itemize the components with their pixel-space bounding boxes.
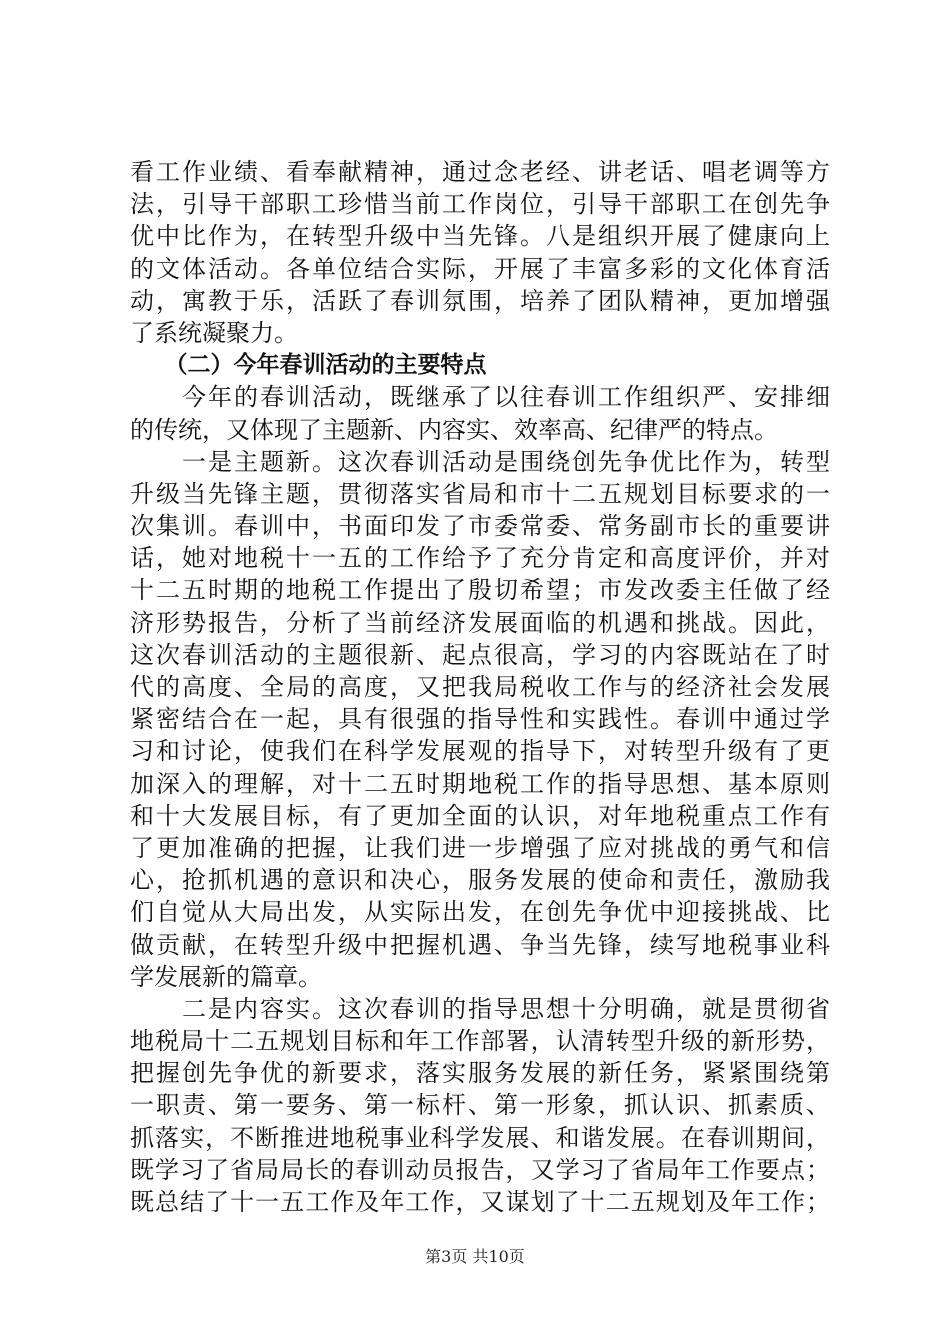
text-line: 代的高度、全局的高度，又把我局税收工作与的经济社会发展 <box>130 673 830 701</box>
text-line: 加深入的理解，对十二五时期地税工作的指导思想、基本原则 <box>130 769 830 798</box>
document-body <box>130 156 830 1218</box>
text-line: 和十大发展目标，有了更加全面的认识，对年地税重点工作有 <box>130 801 830 830</box>
text-line: 们自觉从大局出发，从实际出发，在创先争优中迎接挑战、比 <box>130 898 830 927</box>
text-line: 心，抢抓机遇的意识和决心，服务发展的使命和责任，激励我 <box>130 866 830 895</box>
section-heading: （二）今年春训活动的主要特点 <box>130 352 487 379</box>
text-line: 了系统凝聚力。 <box>130 318 298 347</box>
text-line: 这次春训活动的主题很新、起点很高，学习的内容既站在了时 <box>130 640 830 669</box>
text-line: 法，引导干部职工珍惜当前工作岗位，引导干部职工在创先争 <box>130 190 830 219</box>
text-line: 既总结了十一五工作及年工作，又谋划了十二五规划及年工作； <box>130 1188 830 1216</box>
text-line: 一是主题新。这次春训活动是围绕创先争优比作为，转型 <box>130 447 830 476</box>
text-line: 的文体活动。各单位结合实际，开展了丰富多彩的文化体育活 <box>130 254 830 283</box>
text-line: 动，寓教于乐，活跃了春训氛围，培养了团队精神，更加增强 <box>130 286 830 315</box>
text-line: 看工作业绩、看奉献精神，通过念老经、讲老话、唱老调等方 <box>130 158 830 186</box>
text-line: 了更加准确的把握，让我们进一步增强了应对挑战的勇气和信 <box>130 833 830 862</box>
text-line: 优中比作为，在转型升级中当先锋。八是组织开展了健康向上 <box>130 222 830 251</box>
text-line: 地税局十二五规划目标和年工作部署，认清转型升级的新形势， <box>130 1027 830 1056</box>
text-line: 今年的春训活动，既继承了以往春训工作组织严、安排细 <box>130 383 830 412</box>
text-line: 把握创先争优的新要求，落实服务发展的新任务，紧紧围绕第 <box>130 1059 830 1088</box>
text-line: 抓落实，不断推进地税事业科学发展、和谐发展。在春训期间， <box>130 1123 830 1152</box>
text-line: 的传统，又体现了主题新、内容实、效率高、纪律严的特点。 <box>130 415 778 444</box>
text-line: 做贡献，在转型升级中把握机遇、争当先锋，续写地税事业科 <box>130 930 830 959</box>
text-line: 学发展新的篇章。 <box>130 962 322 991</box>
text-line: 升级当先锋主题，贯彻落实省局和市十二五规划目标要求的一 <box>130 479 830 508</box>
text-line: 话，她对地税十一五的工作给予了充分肯定和高度评价，并对 <box>130 544 830 573</box>
text-line: 十二五时期的地税工作提出了殷切希望；市发改委主任做了经 <box>130 576 830 605</box>
text-line: 济形势报告，分析了当前经济发展面临的机遇和挑战。因此， <box>130 608 830 637</box>
page-footer: 第3页 共10页 <box>425 1247 525 1266</box>
text-line: 习和讨论，使我们在科学发展观的指导下，对转型升级有了更 <box>130 737 830 766</box>
text-line: 一职责、第一要务、第一标杆、第一形象，抓认识、抓素质、 <box>130 1091 830 1120</box>
text-line: 次集训。春训中，书面印发了市委常委、常务副市长的重要讲 <box>130 512 830 541</box>
text-line: 既学习了省局局长的春训动员报告，又学习了省局年工作要点； <box>130 1155 830 1184</box>
text-line: 二是内容实。这次春训的指导思想十分明确，就是贯彻省 <box>130 994 830 1023</box>
text-line: 紧密结合在一起，具有很强的指导性和实践性。春训中通过学 <box>130 705 830 734</box>
